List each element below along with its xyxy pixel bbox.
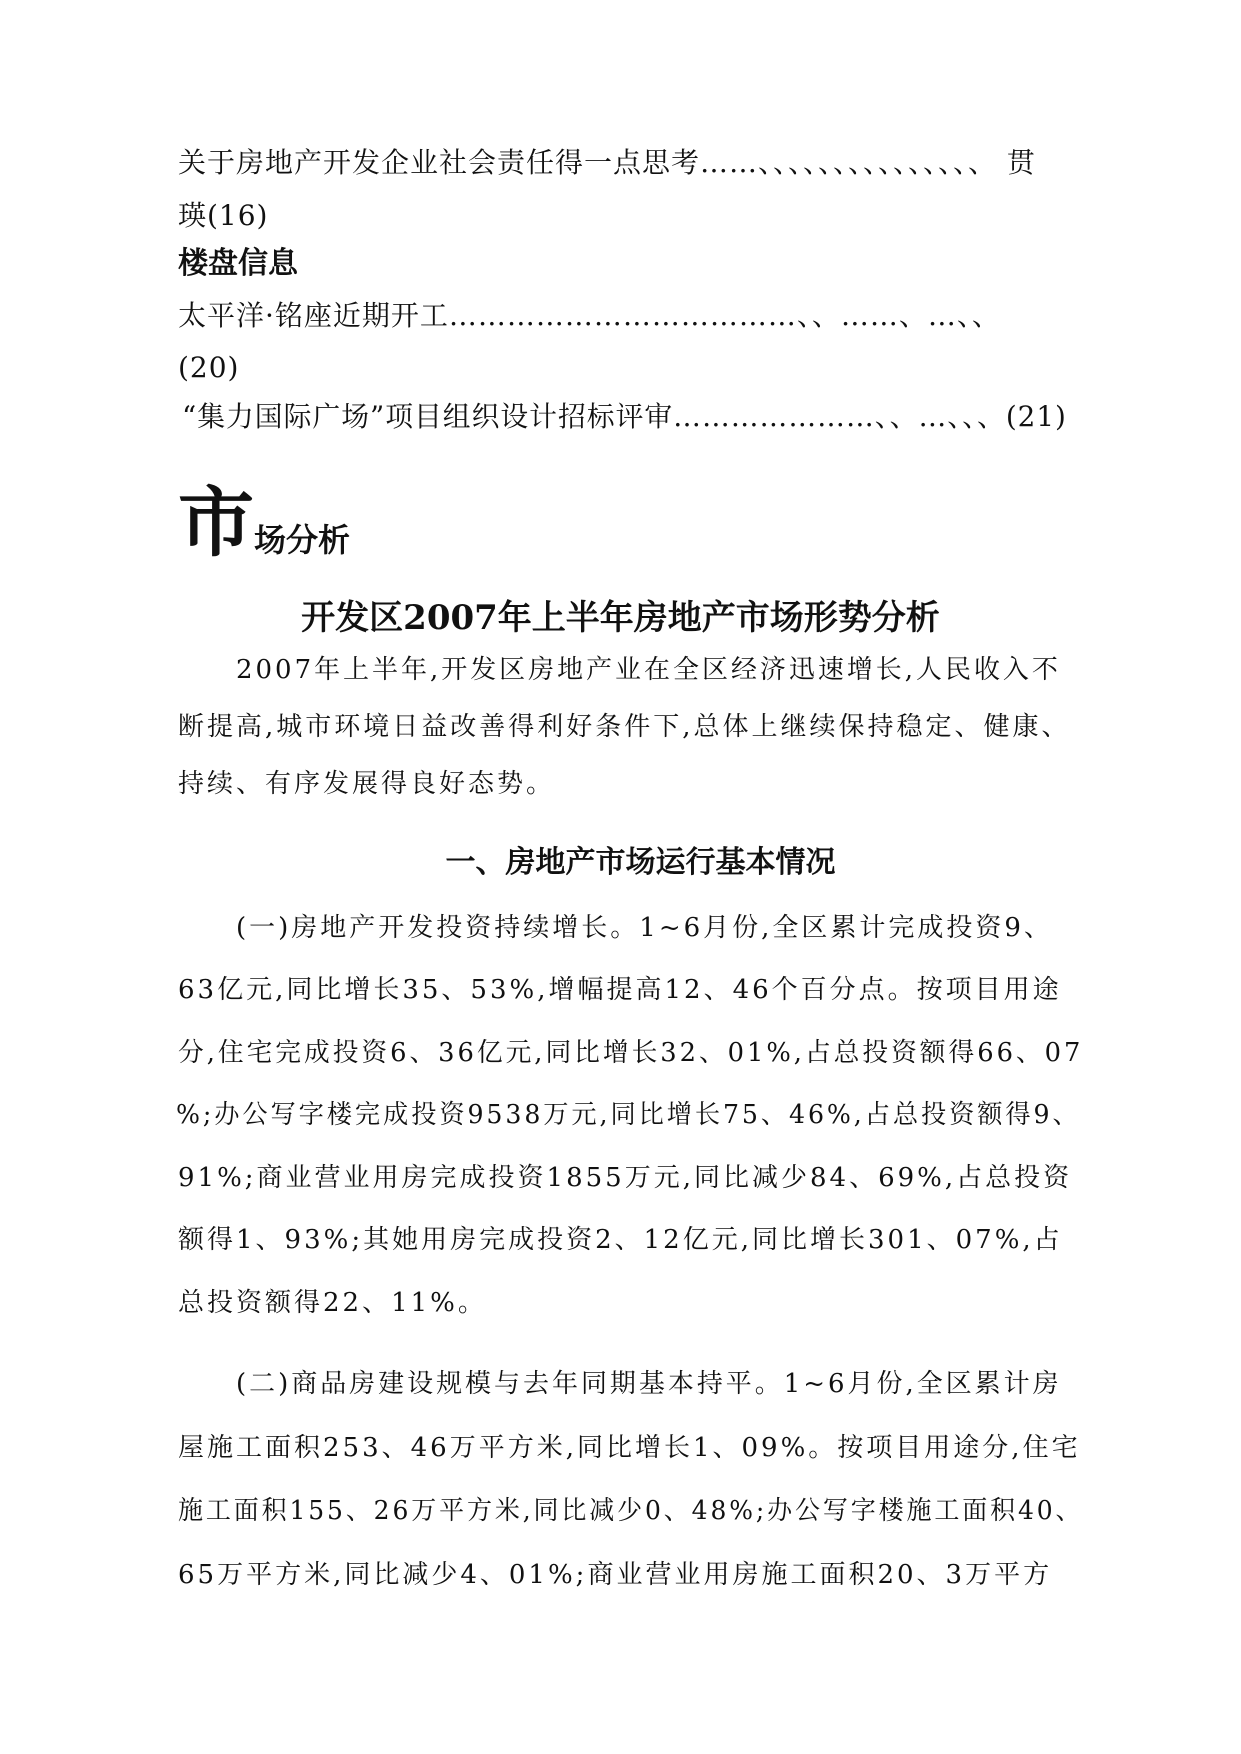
paragraph-line: 65万平方米,同比减少4、01%;商业营业用房施工面积20、3万平方 [178,1560,1053,1590]
section-heading [178,478,350,568]
paragraph-line: (二)商品房建设规模与去年同期基本持平。1~6月份,全区累计房 [236,1369,1062,1399]
toc-entry-line: 瑛(16) [178,199,269,232]
paragraph-line: 屋施工面积253、46万平方米,同比增长1、09%。按项目用途分,住宅 [178,1433,1081,1463]
paragraph-line: (一)房地产开发投资持续增长。1~6月份,全区累计完成投资9、 [236,913,1053,943]
toc-entry-line: “集力国际广场”项目组织设计招标评审…………………、、…、、、(21) [182,400,1067,433]
paragraph-line: 63亿元,同比增长35、53%,增幅提高12、46个百分点。按项目用途 [178,975,1062,1005]
paragraph-line: 2007年上半年,开发区房地产业在全区经济迅速增长,人民收入不 [236,655,1061,685]
toc-entry-line: 太平洋·铭座近期开工………………………………、、……、…、、 [178,299,1001,332]
toc-section-heading: 楼盘信息 [178,246,298,281]
toc-entry-line: 关于房地产开发企业社会责任得一点思考……、、、、、、、、、、、、、、、 贯 [178,146,1036,179]
toc-entry-line: (20) [178,351,240,384]
paragraph-line: 额得1、93%;其她用房完成投资2、12亿元,同比增长301、07%,占 [178,1225,1063,1255]
paragraph-line: %;办公写字楼完成投资9538万元,同比增长75、46%,占总投资额得9、 [176,1100,1081,1130]
part-heading: 一、房地产市场运行基本情况 [445,845,836,880]
paragraph-line: 分,住宅完成投资6、36亿元,同比增长32、01%,占总投资额得66、07 [178,1038,1084,1068]
article-title: 开发区2007年上半年房地产市场形势分析 [301,598,940,638]
paragraph-line: 断提高,城市环境日益改善得利好条件下,总体上继续保持稳定、健康、 [178,712,1071,742]
paragraph-line: 持续、有序发展得良好态势。 [178,769,556,799]
paragraph-line: 91%;商业营业用房完成投资1855万元,同比减少84、69%,占总投资 [178,1163,1073,1193]
section-heading-initial: 市 [178,478,254,567]
section-heading-rest: 场分析 [254,521,351,559]
paragraph-line: 总投资额得22、11%。 [178,1288,487,1318]
paragraph-line: 施工面积155、26万平方米,同比减少0、48%;办公写字楼施工面积40、 [178,1496,1084,1526]
